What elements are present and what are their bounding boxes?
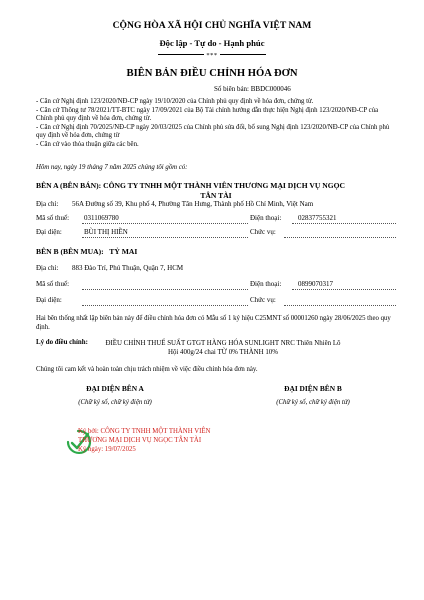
- reason-line1: ĐIỀU CHỈNH THUẾ SUẤT GTGT HÀNG HÓA SUNLIGHT NRC Thiên Nhiên Lô: [105, 340, 341, 347]
- party-a-sign-note: (Chữ ký số, chữ ký điện tử): [78, 399, 152, 406]
- party-b-sign-title: ĐẠI DIỆN BÊN B: [284, 384, 342, 393]
- party-b-address-row: [36, 264, 396, 275]
- party-a-tax-row: [36, 214, 396, 225]
- digital-signature-info: [78, 427, 210, 454]
- signed-date: Ký ngày: 19/07/2025: [78, 446, 136, 453]
- dotted-line: [82, 289, 248, 290]
- party-b-phone: 0899070317: [298, 280, 333, 288]
- signed-by-line2: THƯƠNG MẠI DỊCH VỤ NGỌC TÂN TÀI: [78, 437, 202, 444]
- basis-item: - Căn cứ Nghị định 123/2020/NĐ-CP ngày 19/10/2020 của Chính phủ quy định về hóa đơn, chứng từ.: [36, 98, 314, 105]
- party-b-heading: [36, 247, 396, 257]
- party-a-rep: BÙI THỊ HIỀN: [84, 228, 128, 236]
- dotted-line: [292, 223, 396, 224]
- basis-item: - Căn cứ Nghị định 70/2025/NĐ-CP ngày 20/03/2025 của Chính phủ sửa đổi, bổ sung Nghị định 123/2020/NĐ-CP của Chính phủ quy định về hóa đơn, chứng từ: [36, 123, 390, 139]
- rep-label: Đại diện:: [36, 228, 62, 236]
- phone-label: Điện thoại:: [250, 214, 282, 222]
- dotted-line: [82, 305, 248, 306]
- party-a-signature-block: [40, 384, 190, 406]
- meeting-date: Hôm nay, ngày 19 tháng 7 năm 2025 chúng tôi gồm có:: [36, 164, 188, 171]
- position-label: Chức vụ:: [250, 296, 276, 304]
- commitment-text: Chúng tôi cam kết và hoàn toàn chịu trách nhiệm về việc điều chỉnh hóa đơn này.: [36, 366, 258, 373]
- dotted-line: [292, 289, 396, 290]
- party-a-heading: [36, 181, 396, 200]
- party-a-sign-title: ĐẠI DIỆN BÊN A: [86, 384, 144, 393]
- party-a-tax: 0311069780: [84, 214, 119, 222]
- divider-line-right: [220, 54, 266, 55]
- document-title: BIÊN BẢN ĐIỀU CHỈNH HÓA ĐƠN: [126, 68, 298, 79]
- party-a-address: 56A Đường số 39, Khu phố 4, Phường Tân Hưng, Thành phố Hồ Chí Minh, Việt Nam: [72, 200, 314, 208]
- dotted-line: [284, 305, 396, 306]
- party-b-rep-row: [36, 296, 396, 307]
- tax-label: Mã số thuế:: [36, 214, 70, 222]
- address-label: Địa chỉ:: [36, 200, 59, 208]
- party-b-address: 883 Đào Trí, Phú Thuận, Quận 7, HCM: [72, 264, 184, 272]
- party-b-label: BÊN B (BÊN MUA):: [36, 247, 104, 256]
- party-a-phone: 02837755321: [298, 214, 337, 222]
- header-divider: [0, 52, 424, 59]
- signed-by-line1: Ký bởi: CÔNG TY TNHH MỘT THÀNH VIÊN: [78, 428, 211, 435]
- party-a-address-row: [36, 200, 396, 211]
- party-a-label: BÊN A (BÊN BÁN):: [36, 181, 102, 190]
- document-number: Số biên bản: BBDC000046: [214, 85, 291, 93]
- party-a-company-line2: TÂN TÀI: [200, 190, 232, 200]
- divider-line-left: [158, 54, 204, 55]
- tax-label: Mã số thuế:: [36, 280, 70, 288]
- reason-line2: Hội 400g/24 chai TỪ 0% THÀNH 10%: [168, 349, 278, 356]
- country-header: CỘNG HÒA XÃ HỘI CHỦ NGHĨA VIỆT NAM: [112, 20, 312, 31]
- dotted-line: [82, 237, 248, 238]
- position-label: Chức vụ:: [250, 228, 276, 236]
- dotted-line: [82, 223, 248, 224]
- party-b-signature-block: [238, 384, 388, 406]
- party-a-company-line1: CÔNG TY TNHH MỘT THÀNH VIÊN THƯƠNG MẠI DỊCH VỤ NGỌC: [103, 181, 346, 190]
- motto: Độc lập - Tự do - Hạnh phúc: [159, 38, 265, 48]
- dotted-line: [284, 237, 396, 238]
- basis-item: - Căn cứ Thông tư 78/2021/TT-BTC ngày 17/09/2021 của Bộ Tài chính hướng dẫn thực hiện Nghị định 123/2020/NĐ-CP của Chính phủ quy định về hóa đơn, chứng từ.: [36, 106, 379, 122]
- party-b-tax-row: [36, 280, 396, 291]
- address-label: Địa chỉ:: [36, 264, 59, 272]
- rep-label: Đại diện:: [36, 296, 62, 304]
- party-b-company: TỶ MAI: [109, 247, 138, 256]
- basis-item: - Căn cứ vào thỏa thuận giữa các bên.: [36, 140, 139, 148]
- phone-label: Điện thoại:: [250, 280, 282, 288]
- reason-label: Lý do điều chỉnh:: [36, 339, 88, 346]
- party-b-sign-note: (Chữ ký số, chữ ký điện tử): [276, 399, 350, 406]
- reason-value: [78, 339, 368, 357]
- party-a-rep-row: [36, 228, 396, 239]
- agreement-text: Hai bên thống nhất lập biên bản này để điều chỉnh hóa đơn có Mẫu số 1 ký hiệu C25MNT số 00001260 ngày 28/06/2025 theo quy định.: [36, 315, 391, 331]
- divider-stars: ***: [206, 52, 218, 59]
- legal-basis: [36, 98, 396, 149]
